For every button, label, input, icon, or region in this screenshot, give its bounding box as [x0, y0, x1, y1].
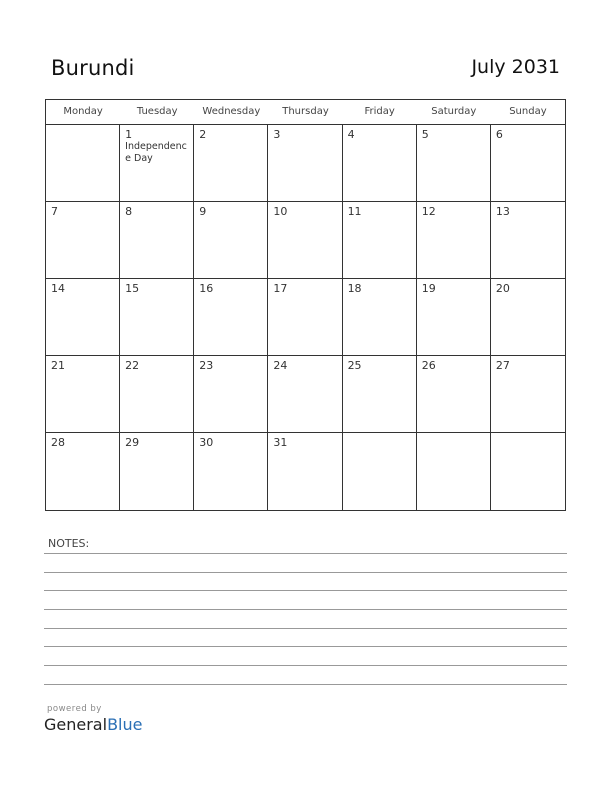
- day-cell: [194, 356, 268, 433]
- day-cell: [268, 356, 342, 433]
- holiday-event: Independence Day: [125, 141, 187, 164]
- note-line: [44, 609, 567, 610]
- day-cell: [491, 356, 565, 433]
- day-number: 5: [421, 128, 429, 141]
- day-cell: [417, 356, 491, 433]
- day-number: 16: [199, 282, 214, 295]
- day-cell: [46, 202, 120, 279]
- day-cell: [46, 279, 120, 356]
- day-number: 8: [125, 205, 133, 218]
- day-cell: [194, 125, 268, 202]
- day-cell: [120, 202, 194, 279]
- day-number: 22: [125, 359, 140, 372]
- day-number: 1: [125, 128, 133, 141]
- generalblue-logo[interactable]: [44, 704, 142, 734]
- day-number: 26: [421, 359, 436, 372]
- weekday-monday: Monday: [63, 106, 103, 117]
- day-number: 3: [273, 128, 281, 141]
- day-number: 23: [199, 359, 214, 372]
- note-line: [44, 572, 567, 573]
- day-number: 7: [51, 205, 58, 218]
- day-cell: [491, 433, 565, 510]
- day-cell: [194, 433, 268, 510]
- day-number: 10: [273, 205, 288, 218]
- notes-label: NOTES:: [48, 537, 90, 550]
- day-number: 29: [125, 436, 140, 449]
- weekday-friday: Friday: [364, 106, 395, 117]
- day-number: 19: [421, 282, 436, 295]
- weekday-wednesday: Wednesday: [202, 106, 261, 117]
- note-line: [44, 590, 567, 591]
- weekday-header-row: [46, 100, 565, 125]
- day-number: 11: [347, 205, 362, 218]
- weekday-sunday: Sunday: [509, 106, 547, 117]
- day-cell: [343, 125, 417, 202]
- brand-blue-text: Blue: [107, 715, 143, 734]
- day-number: 15: [125, 282, 140, 295]
- day-cell: [491, 202, 565, 279]
- day-cell: [417, 433, 491, 510]
- note-line: [44, 665, 567, 666]
- day-cell: [343, 433, 417, 510]
- day-cell: [343, 202, 417, 279]
- weekday-saturday: Saturday: [431, 106, 477, 117]
- day-cell: [194, 202, 268, 279]
- day-cell: [268, 279, 342, 356]
- day-cell: [417, 279, 491, 356]
- calendar-month-title: July 2031: [471, 56, 560, 78]
- weekday-tuesday: Tuesday: [136, 106, 178, 117]
- day-cell: [417, 202, 491, 279]
- note-line: [44, 628, 567, 629]
- day-number: 31: [273, 436, 288, 449]
- day-number: 28: [51, 436, 65, 449]
- day-cell: [268, 433, 342, 510]
- day-number: 18: [347, 282, 362, 295]
- day-number: 27: [495, 359, 510, 372]
- day-cell: [120, 433, 194, 510]
- day-cell: [268, 125, 342, 202]
- brand-general-text: General: [44, 715, 108, 734]
- day-cell: [46, 125, 120, 202]
- calendar-country-title: Burundi: [51, 56, 135, 80]
- powered-by-text: powered by: [47, 704, 102, 714]
- day-number: 9: [199, 205, 207, 218]
- day-cell: [46, 356, 120, 433]
- day-number: 17: [273, 282, 288, 295]
- day-cell: [491, 125, 565, 202]
- day-number: 21: [51, 359, 65, 372]
- day-cell: [417, 125, 491, 202]
- day-number: 6: [495, 128, 503, 141]
- brand-name: [44, 715, 142, 734]
- day-number: 20: [495, 282, 510, 295]
- note-line: [44, 646, 567, 647]
- day-cell: [343, 356, 417, 433]
- calendar-days: [46, 125, 565, 510]
- day-cell: [343, 279, 417, 356]
- day-number: 4: [347, 128, 355, 141]
- day-cell: [120, 356, 194, 433]
- day-number: 2: [199, 128, 207, 141]
- weekday-thursday: Thursday: [282, 106, 329, 117]
- day-cell: [120, 279, 194, 356]
- day-number: 12: [421, 205, 436, 218]
- day-number: 30: [199, 436, 214, 449]
- day-cell: [268, 202, 342, 279]
- day-number: 13: [495, 205, 510, 218]
- day-number: 14: [51, 282, 65, 295]
- day-number: 24: [273, 359, 288, 372]
- note-line: [44, 553, 567, 554]
- day-cell: [46, 433, 120, 510]
- day-number: 25: [347, 359, 362, 372]
- day-cell: [194, 279, 268, 356]
- calendar-grid: [45, 99, 566, 511]
- day-cell: [120, 125, 194, 202]
- day-cell: [491, 279, 565, 356]
- note-line: [44, 684, 567, 685]
